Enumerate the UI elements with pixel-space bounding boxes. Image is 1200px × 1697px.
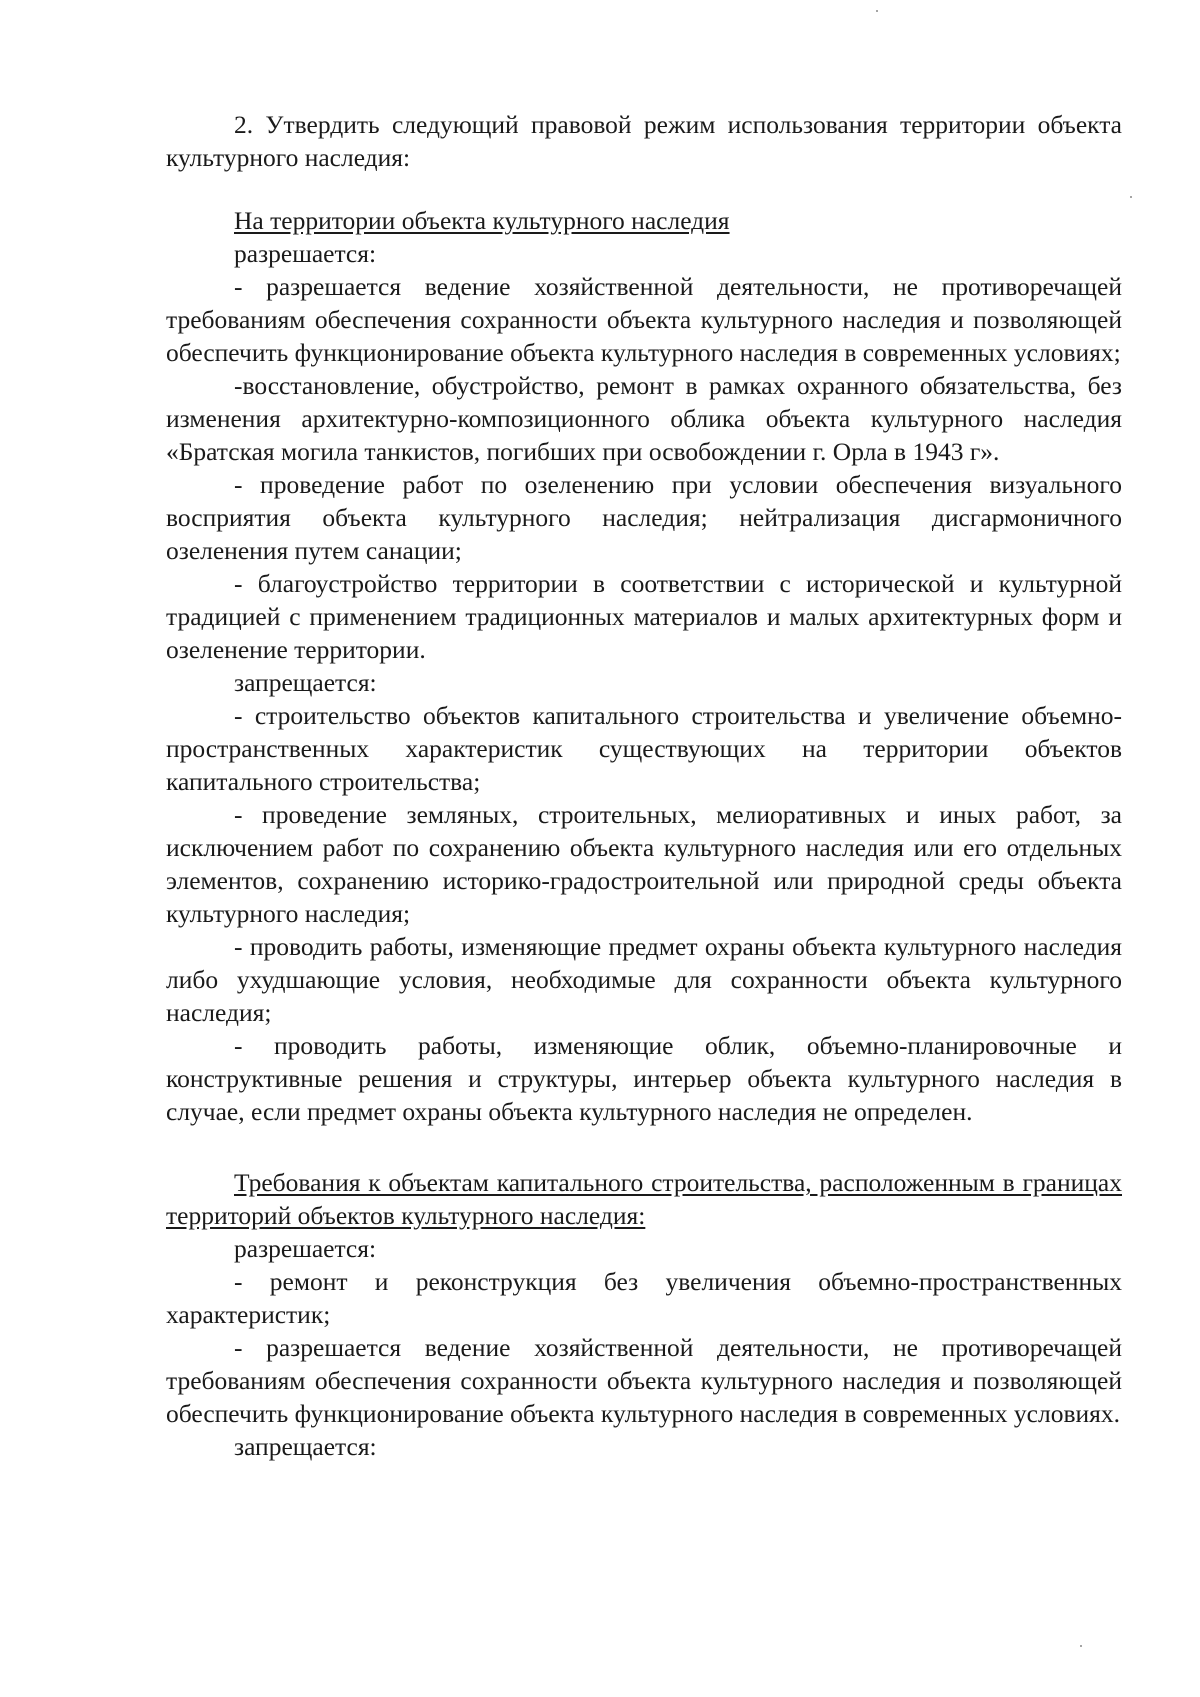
spacer bbox=[166, 174, 1122, 204]
capital-allowed-item: - ремонт и реконструкция без увеличения объемно-пространственных характеристик; bbox=[166, 1267, 1122, 1329]
item-2-paragraph: 2. Утвердить следующий правовой режим использования территории объекта культурного наследия: bbox=[166, 110, 1122, 172]
spacer bbox=[166, 1128, 1122, 1166]
territory-allowed-item: - благоустройство территории в соответствии с исторической и культурной традицией с применением традиционных материалов и малых архитектурных форм и озеленение территории. bbox=[166, 569, 1122, 664]
territory-forbidden-label: запрещается: bbox=[234, 668, 377, 697]
scan-speck bbox=[876, 10, 878, 12]
territory-allowed-item: - разрешается ведение хозяйственной деятельности, не противоречащей требованиям обеспечения сохранности объекта культурного наследия и позволяющей обеспечить функционирование объекта культурного наследия в современных условиях; bbox=[166, 272, 1122, 367]
scan-speck bbox=[1130, 196, 1132, 198]
territory-allowed-label: разрешается: bbox=[234, 239, 377, 268]
territory-section-heading: На территории объекта культурного наследия bbox=[234, 206, 730, 235]
capital-allowed-item: - разрешается ведение хозяйственной деятельности, не противоречащей требованиям обеспечения сохранности объекта культурного наследия и позволяющей обеспечить функционирование объекта культурного наследия в современных условиях. bbox=[166, 1333, 1122, 1428]
territory-forbidden-item: - проводить работы, изменяющие облик, объемно-планировочные и конструктивные решения и структуры, интерьер объекта культурного наследия в случае, если предмет охраны объекта культурного наследия не определен. bbox=[166, 1031, 1122, 1126]
territory-section bbox=[166, 204, 1122, 1128]
territory-allowed-item: -восстановление, обустройство, ремонт в рамках охранного обязательства, без изменения архитектурно-композиционного облика объекта культурного наследия «Братская могила танкистов, погибших при освобождении г. Орла в 1943 г». bbox=[166, 371, 1122, 466]
territory-forbidden-item: - проводить работы, изменяющие предмет охраны объекта культурного наследия либо ухудшающие условия, необходимые для сохранности объекта культурного наследия; bbox=[166, 932, 1122, 1027]
capital-construction-section bbox=[166, 1166, 1122, 1463]
territory-forbidden-item: - проведение земляных, строительных, мелиоративных и иных работ, за исключением работ по сохранению объекта культурного наследия или его отдельных элементов, сохранению историко-градостроительной или природной среды объекта культурного наследия; bbox=[166, 800, 1122, 928]
territory-allowed-item: - проведение работ по озеленению при условии обеспечения визуального восприятия объекта культурного наследия; нейтрализация дисгармоничного озеленения путем санации; bbox=[166, 470, 1122, 565]
capital-construction-heading: Требования к объектам капитального строительства, расположенным в границах территорий объектов культурного наследия: bbox=[166, 1168, 1122, 1230]
capital-allowed-label: разрешается: bbox=[234, 1234, 377, 1263]
territory-forbidden-item: - строительство объектов капитального строительства и увеличение объемно-пространственных характеристик существующих на территории объектов капитального строительства; bbox=[166, 701, 1122, 796]
scan-speck bbox=[1080, 1645, 1082, 1647]
capital-forbidden-label: запрещается: bbox=[234, 1432, 377, 1461]
